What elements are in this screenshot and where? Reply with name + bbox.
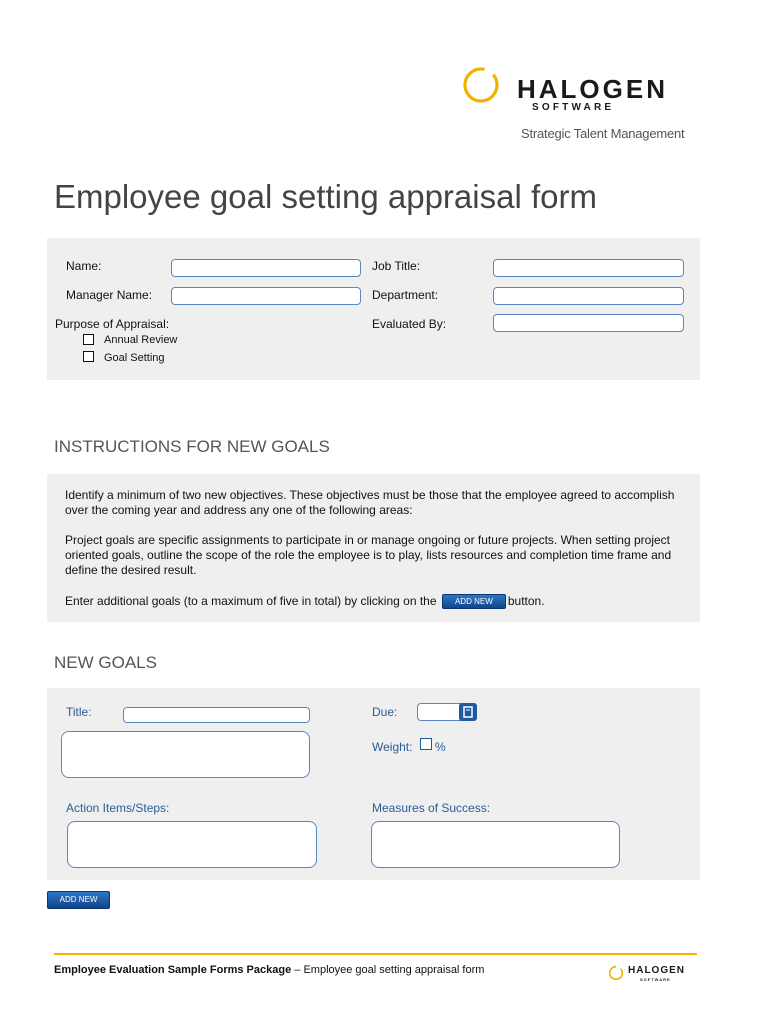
footer-bold-text: Employee Evaluation Sample Forms Package <box>54 964 292 976</box>
action-items-label: Action Items/Steps: <box>66 801 170 815</box>
weight-unit: % <box>435 740 446 754</box>
name-field[interactable] <box>171 259 361 277</box>
weight-field[interactable] <box>420 738 432 750</box>
evaluated-by-field[interactable] <box>493 314 684 332</box>
page-title: Employee goal setting appraisal form <box>54 178 597 215</box>
logo-subtitle: SOFTWARE <box>532 102 615 113</box>
add-new-button[interactable]: ADD NEW <box>47 891 110 909</box>
instructions-paragraph-2: Project goals are specific assignments to participate in or manage ongoing or future projects. When setting project oriented goals, outline the scope of the role the employee is to play, lists resources and completion time frame and define the desired result. <box>65 533 672 577</box>
goal-title-label: Title: <box>66 705 92 719</box>
footer-subtitle: – Employee goal setting appraisal form <box>291 964 485 976</box>
inline-add-new-button: ADD NEW <box>442 594 506 609</box>
instructions-paragraph-3-end: button. <box>507 594 545 608</box>
goal-title-field[interactable] <box>123 707 310 723</box>
instructions-heading: INSTRUCTIONS FOR NEW GOALS <box>54 437 330 456</box>
job-title-field[interactable] <box>493 259 684 277</box>
annual-review-checkbox[interactable] <box>83 334 94 345</box>
footer-divider <box>54 953 697 955</box>
footer-logo-subtitle: SOFTWARE <box>640 977 671 982</box>
goal-setting-checkbox[interactable] <box>83 351 94 362</box>
instructions-paragraph-1: Identify a minimum of two new objectives. These objectives must be those that the employee agreed to accomplish over the coming year and address any one of the following areas: <box>65 488 675 517</box>
footer-logo-icon <box>608 965 624 981</box>
footer-text <box>54 964 484 976</box>
weight-label: Weight: <box>372 740 413 754</box>
annual-review-label: Annual Review <box>104 334 178 346</box>
evaluated-by-label: Evaluated By: <box>372 317 447 331</box>
footer-logo-wordmark: HALOGEN <box>628 965 685 976</box>
new-goals-heading: NEW GOALS <box>54 653 157 672</box>
calendar-icon[interactable] <box>459 703 477 721</box>
logo-tagline: Strategic Talent Management <box>521 126 685 141</box>
instructions-paragraph-3 <box>65 594 685 610</box>
action-items-area[interactable] <box>67 821 317 868</box>
manager-name-label: Manager Name: <box>66 288 153 302</box>
purpose-label: Purpose of Appraisal: <box>55 317 170 331</box>
measures-of-success-area[interactable] <box>371 821 620 868</box>
job-title-label: Job Title: <box>372 259 421 273</box>
due-label: Due: <box>372 705 398 719</box>
goal-description-area[interactable] <box>61 731 310 778</box>
manager-name-field[interactable] <box>171 287 361 305</box>
halogen-logo-icon <box>462 66 500 104</box>
department-label: Department: <box>372 288 439 302</box>
name-label: Name: <box>66 259 102 273</box>
goal-setting-label: Goal Setting <box>104 352 165 364</box>
instructions-paragraph-3-text: Enter additional goals (to a maximum of five in total) by clicking on the <box>65 594 437 608</box>
department-field[interactable] <box>493 287 684 305</box>
logo-wordmark: HALOGEN <box>517 74 668 104</box>
measures-of-success-label: Measures of Success: <box>372 801 491 815</box>
